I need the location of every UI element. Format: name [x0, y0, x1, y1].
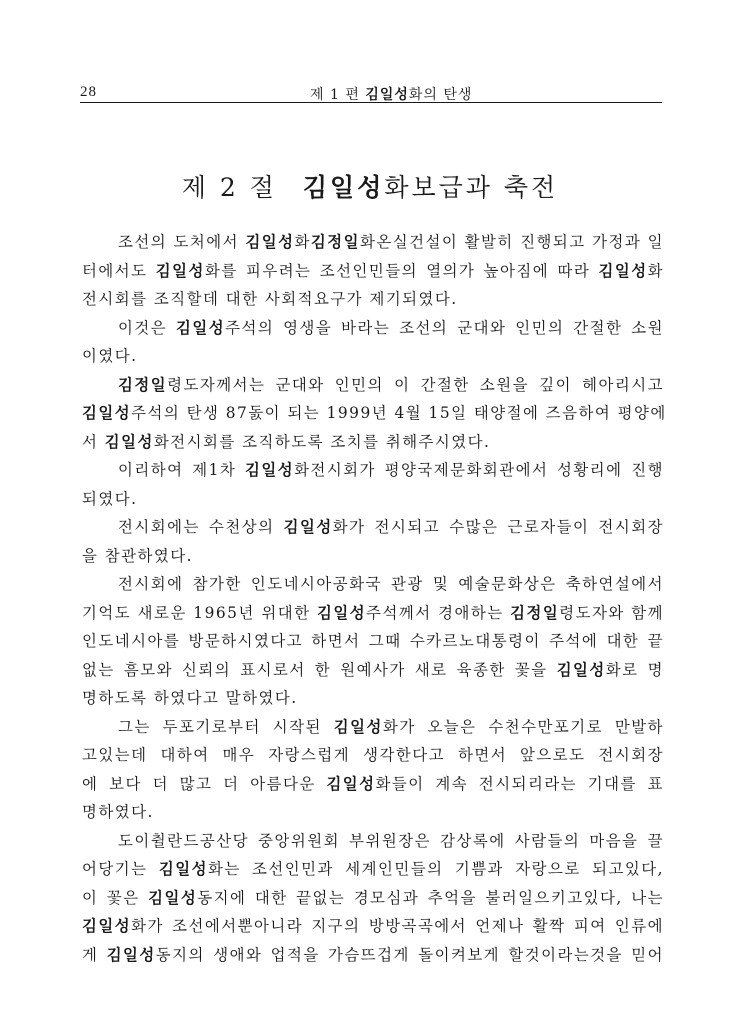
body-text [82, 228, 667, 969]
body-line: 김일성화가 조선에서뿐아니라 지구의 방방곡곡에서 언제나 활짝 피여 인류에 [82, 917, 664, 935]
body-line: 기억도 새로운 1965년 위대한 김일성주석께서 경애하는 김정일령도자와 함께 [82, 603, 664, 622]
page-number: 28 [80, 84, 97, 100]
running-title: 제 1 편 김일성화의 탄생 [310, 87, 473, 103]
body-line: 김일성주석의 탄생 87돐이 되는 1999년 4월 15일 태양절에 즈음하여 평양에 [82, 404, 667, 422]
body-line: 조선의 도처에서 김일성화김정일화온실건설이 활발히 진행되고 가정과 일 [118, 233, 664, 251]
section-title [0, 168, 740, 204]
body-line: 전시회에 참가한 인도네시아공화국 관광 및 예술문화상은 축하연설에서 [118, 575, 664, 593]
body-line: 서 김일성화전시회를 조직하도록 조치를 취해주시였다. [82, 432, 491, 451]
body-line: 에 보다 더 많고 더 아름다운 김일성화들이 계속 전시되리라는 기대를 표 [82, 774, 664, 793]
body-line: 고있는데 대하여 매우 자랑스럽게 생각한다고 하면서 앞으로도 전시회장 [82, 746, 664, 764]
body-line: 명하였다. [82, 803, 154, 821]
body-line: 되였다. [82, 489, 138, 508]
body-line: 명하도록 하였다고 말하였다. [82, 689, 298, 707]
header-rule [80, 102, 662, 103]
section-number: 제 2 절 [181, 173, 277, 202]
body-line: 인도네시아를 방문하시였다고 하면서 그때 수카르노대통령이 주석에 대한 끝 [82, 632, 664, 650]
body-line: 터에서도 김일성화를 피우려는 조선인민들의 열의가 높아짐에 따라 김일성화 [82, 261, 664, 280]
body-line: 없는 흠모와 신뢰의 표시로서 한 원예사가 새로 육종한 꽃을 김일성화로 명 [82, 660, 664, 679]
body-line: 어당기는 김일성화는 조선인민과 세계인민들의 기쁨과 자랑으로 되고있다, [82, 860, 664, 878]
body-line: 이 꽃은 김일성동지에 대한 끝없는 경모심과 추억을 불러일으키고있다, 나는 [82, 888, 664, 907]
body-line: 이리하여 제1차 김일성화전시회가 평양국제문화회관에서 성황리에 진행 [118, 461, 664, 479]
body-line: 게 김일성동지의 생애와 업적을 가슴뜨겁게 돌이켜보게 할것이라는것을 믿어 [82, 945, 664, 964]
body-line: 이였다. [82, 347, 138, 365]
body-line: 김정일령도자께서는 군대와 인민의 이 간절한 소원을 깊이 헤아리시고 [118, 375, 664, 394]
body-line: 도이췰란드공산당 중앙위원회 부위원장은 감상록에 사람들의 마음을 끌 [118, 831, 664, 850]
section-heading: 김일성화보급과 축전 [302, 173, 559, 202]
body-line: 전시회를 조직할데 대한 사회적요구가 제기되였다. [82, 290, 458, 308]
body-line: 그는 두포기로부터 시작된 김일성화가 오늘은 수천수만포기로 만발하 [118, 717, 665, 736]
page-header [80, 84, 660, 101]
body-line: 이것은 김일성주석의 영생을 바라는 조선의 군대와 인민의 간절한 소원 [118, 318, 664, 337]
body-line: 을 참관하였다. [82, 546, 193, 565]
body-line: 전시회에는 수천상의 김일성화가 전시되고 수많은 근로자들이 전시회장 [118, 518, 665, 536]
